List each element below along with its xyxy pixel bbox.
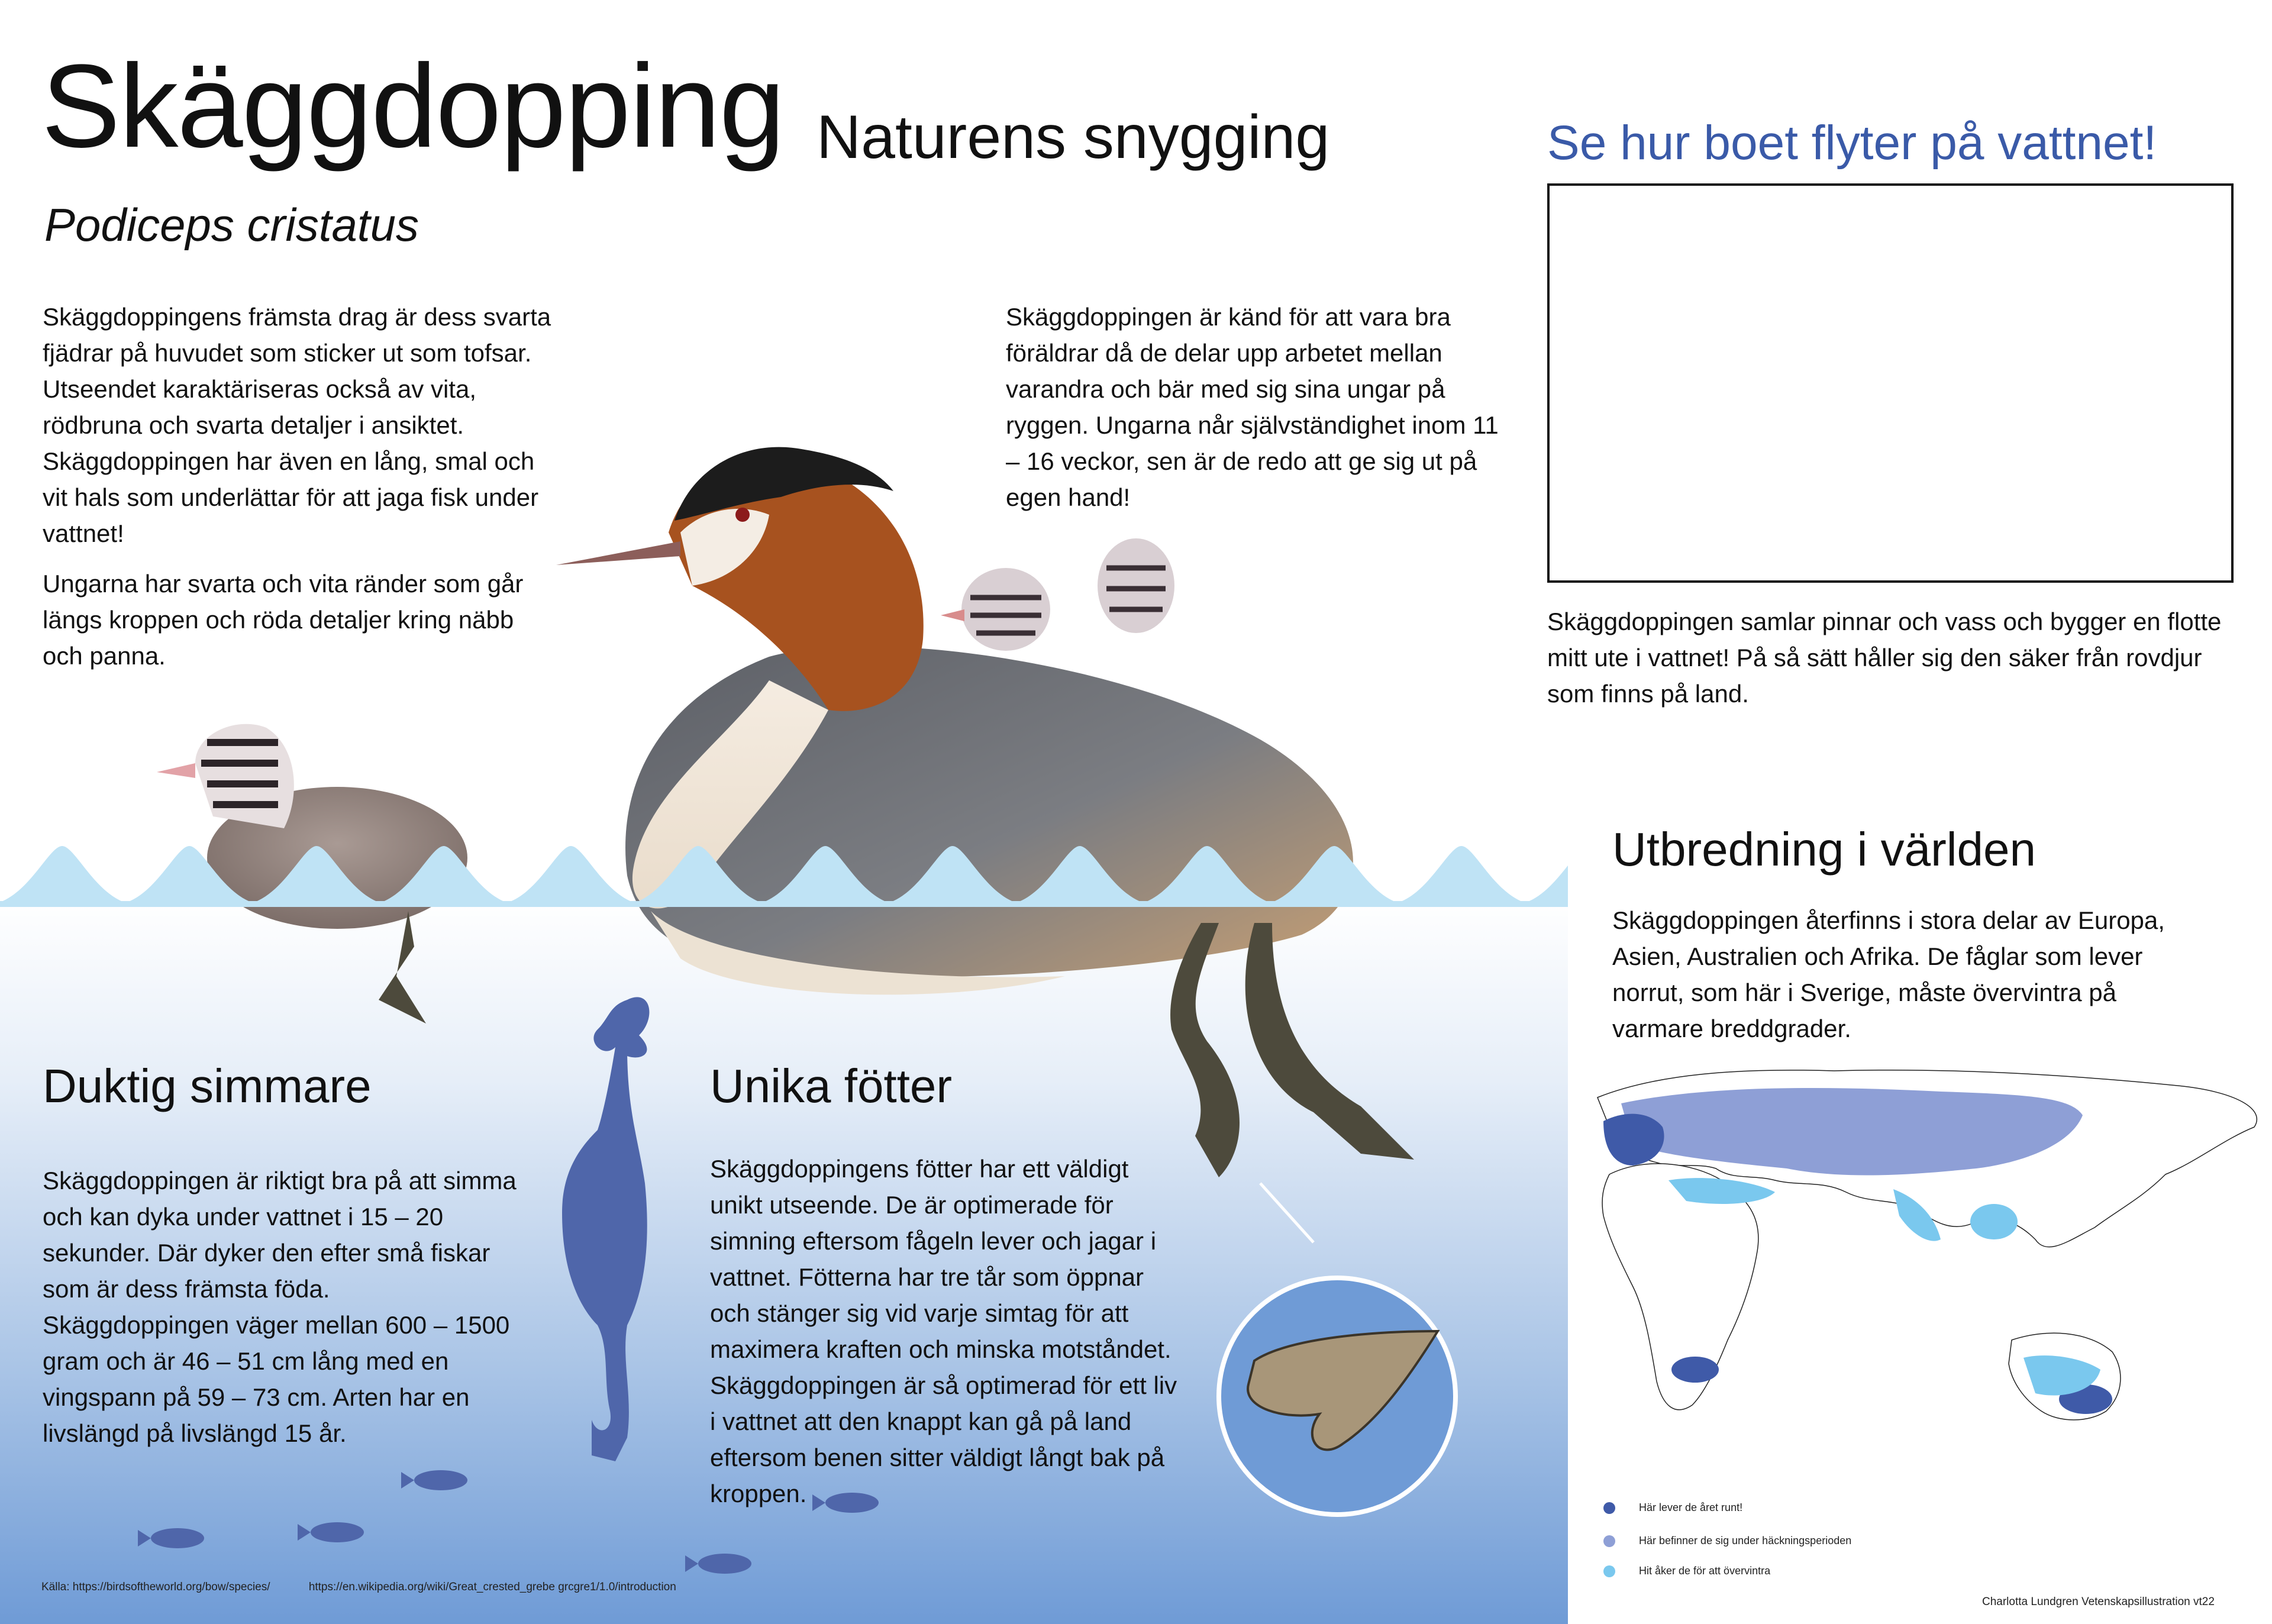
water-line (0, 901, 1568, 907)
legend-breeding (1603, 1535, 1851, 1547)
legend-wintering-swatch (1603, 1565, 1615, 1577)
diving-grebe-silhouette (562, 997, 649, 1461)
legend-resident-label: Här lever de året runt! (1639, 1502, 1743, 1513)
parents-paragraph: Skäggdoppingen är känd för att vara bra föräldrar då de delar upp arbetet mellan varandra och bär med sig sina ungar på ryggen. Ungarna når självständighet inom 11 – 16 veckor, sen är de redo att ge sig ut på egen hand! (1006, 303, 1499, 511)
distribution-map (1586, 1062, 2272, 1500)
chicks-on-back (941, 538, 1174, 651)
intro-paragraph-1: Skäggdoppingens främsta drag är dess svarta fjädrar på huvudet som sticker ut som tofsar. Utseendet karaktäriseras också av vita, rödbruna och svarta detaljer i ansiktet. Skäggdoppingen har även en lång, smal och vit hals som underlättar för att jaga fisk under vattnet! (43, 303, 551, 547)
legend-resident (1603, 1502, 1742, 1514)
fish-1 (401, 1470, 467, 1490)
legend-wintering-label: Hit åker de för att övervintra (1639, 1565, 1771, 1577)
legend-wintering (1603, 1565, 1770, 1577)
parents-section (1006, 299, 1503, 530)
distribution-heading: Utbredning i världen (1612, 823, 2036, 876)
legend-breeding-swatch (1603, 1535, 1615, 1547)
nest-heading: Se hur boet flyter på vattnet! (1547, 116, 2157, 170)
wave-crest (509, 846, 633, 902)
sources (41, 1581, 712, 1594)
feet-heading: Unika fötter (710, 1060, 953, 1112)
wave-crest (1399, 846, 1524, 902)
adult-beak (556, 541, 680, 565)
wave-crest (0, 846, 124, 902)
page-title: Skäggdopping (41, 40, 784, 172)
fish-2 (138, 1528, 204, 1548)
source-link-2[interactable]: https://en.wikipedia.org/wiki/Great_crested_grebe grcgre1/1.0/introduction (308, 1581, 676, 1593)
page-subtitle: Naturens snygging (816, 103, 1330, 172)
fish-4 (685, 1554, 751, 1574)
latin-name: Podiceps cristatus (44, 199, 419, 251)
intro-paragraph-2: Ungarna har svarta och vita ränder som går längs kroppen och röda detaljer kring näbb och panna. (43, 570, 524, 670)
nest-image-frame (1547, 183, 2234, 583)
adult-eye (735, 508, 750, 522)
fish-3 (298, 1522, 364, 1542)
intro-section (43, 299, 557, 688)
swimming-text: Skäggdoppingen är riktigt bra på att simma och kan dyka under vattnet i 15 – 20 sekunder. Där dyker den efter små fiskar som är dess främsta föda. Skäggdoppingen väger mellan 600 – 1500 gram och är 46 – 51 cm lång med en vingspann på 59 – 73 cm. Arten har en livslängd på livslängd 15 år. (43, 1167, 517, 1447)
swimming-heading: Duktig simmare (43, 1060, 372, 1112)
feet-text: Skäggdoppingens fötter har ett väldigt unikt utseende. De är optimerade för simning eftersom fågeln lever och jagar i vattnet. Fötterna har tre tår som öppnar och stänger sig vid varje simtag för att maximera kraften och minska motståndet. Skäggdoppingen är så optimerad för ett liv i vattnet att den knappt kan gå på land eftersom benen sitter väldigt långt bak på kroppen. (710, 1155, 1177, 1507)
wave-crest (1526, 846, 1568, 902)
distribution-text: Skäggdoppingen återfinns i stora delar av Europa, Asien, Australien och Afrika. De fåglar som lever norrut, som här i Sverige, måste övervintra på varmare breddgrader. (1612, 906, 2165, 1042)
nest-text: Skäggdoppingen samlar pinnar och vass och bygger en flotte mitt ute i vattnet! På så sätt håller sig den säker från rovdjur som finns på land. (1547, 608, 2222, 708)
illustrator-credit: Charlotta Lundgren Vetenskapsillustration vt22 (1982, 1596, 2215, 1608)
foot-detail-inset (1219, 1183, 1456, 1515)
legend-breeding-label: Här befinner de sig under häckningsperioden (1639, 1535, 1852, 1546)
legend-resident-swatch (1603, 1502, 1615, 1514)
adult-legs (1170, 923, 1414, 1177)
source-link-1[interactable]: Källa: https://birdsoftheworld.org/bow/species/ (41, 1581, 270, 1593)
